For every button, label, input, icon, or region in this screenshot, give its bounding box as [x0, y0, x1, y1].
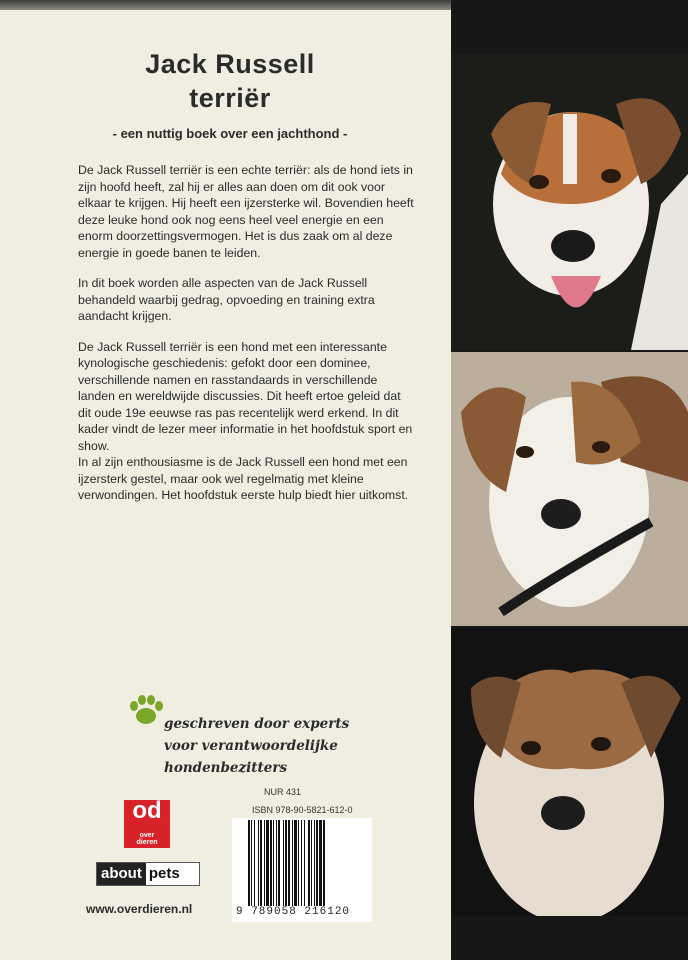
paragraph-1: De Jack Russell terriër is een echte terriër: als de hond iets in zijn hoofd heeft, zal hij er alles aan doen om dit ook voor elkaar te krijgen. Hij heeft een ijzersterke wil. Bovendien heeft deze leuke hond ook nog eens heel veel energie en een enorm doorzettingsvermogen. Het is dus zaak om al deze energie in goede banen te leiden.: [78, 163, 414, 260]
tagline-line-1: geschreven door experts: [164, 716, 350, 732]
barcode-bar: [314, 820, 315, 906]
publisher-logo: [124, 797, 170, 848]
brand-logo: [96, 862, 200, 886]
tagline-line-3: hondenbezitters: [164, 760, 288, 776]
barcode-bar: [311, 820, 312, 906]
barcode-bar: [304, 820, 305, 906]
paragraph-3: De Jack Russell terriër is een hond met een interessante kynologische geschiedenis: gefokt door een dominee, verschillende namen en rasstandaards in verschillende landen en wereldwijde discussies. Dit heeft ertoe geleid dat dit oude 19e eeuwse ras pas recentelijk werd erkend. In dit kader vindt de lezer meer informatie in het hoofdstuk sport en show. In al zijn enthousiasme is de Jack Russell een hond met een ijzersterk gestel, maar ook wel regelmatig met kleine verwondingen. Het hoofdstuk eerste hulp biedt hier uitkomst.: [78, 339, 413, 502]
barcode-bar: [273, 820, 274, 906]
barcode-bar: [298, 820, 299, 906]
barcode-bar: [292, 820, 293, 906]
barcode-bar: [308, 820, 310, 906]
barcode-number: 9 789058 216120: [236, 906, 351, 918]
barcode-bar: [260, 820, 262, 906]
barcode-bars: [248, 820, 358, 906]
publisher-logo-line-1: over: [139, 832, 155, 839]
barcode-bar: [288, 820, 290, 906]
barcode-bar: [294, 820, 297, 906]
barcode: [232, 818, 372, 922]
publisher-logo-main: od: [132, 797, 162, 824]
paw-icon: [128, 694, 164, 728]
barcode-bar: [319, 820, 322, 906]
barcode-bar: [264, 820, 265, 906]
website-link[interactable]: www.overdieren.nl: [86, 902, 193, 916]
barcode-bar: [266, 820, 269, 906]
barcode-bar: [248, 820, 250, 906]
paragraph-2: In dit boek worden alle aspecten van de Jack Russell behandeld waarbij gedrag, opvoeding en training extra aandacht krijgen.: [78, 276, 375, 323]
dog-photo-3: [451, 628, 688, 916]
barcode-bar: [285, 820, 287, 906]
title-line-2: terriër: [189, 83, 271, 113]
barcode-bar: [251, 820, 252, 906]
title-line-1: Jack Russell: [145, 49, 315, 79]
barcode-bar: [316, 820, 318, 906]
blurb-text: [78, 162, 414, 518]
publisher-logo-small-text: [124, 832, 170, 846]
tagline-line-2: voor verantwoordelijke: [164, 738, 338, 754]
barcode-bar: [301, 820, 302, 906]
subtitle: - een nuttig boek over een jachthond -: [112, 126, 348, 141]
tagline: [164, 713, 414, 779]
barcode-bar: [270, 820, 272, 906]
brand-part-1: about: [97, 863, 146, 885]
brand-part-2: pets: [148, 865, 180, 882]
barcode-bar: [276, 820, 277, 906]
barcode-bar: [283, 820, 284, 906]
nur-code: NUR 431: [264, 787, 302, 797]
publisher-logo-line-2: dieren: [136, 839, 158, 846]
barcode-bar: [323, 820, 325, 906]
isbn-text: ISBN 978-90-5821-612-0: [252, 805, 353, 815]
dog-photo-1: [451, 54, 688, 350]
dog-photo-2: [451, 352, 688, 626]
barcode-bar: [258, 820, 259, 906]
barcode-bar: [278, 820, 280, 906]
barcode-bar: [254, 820, 255, 906]
